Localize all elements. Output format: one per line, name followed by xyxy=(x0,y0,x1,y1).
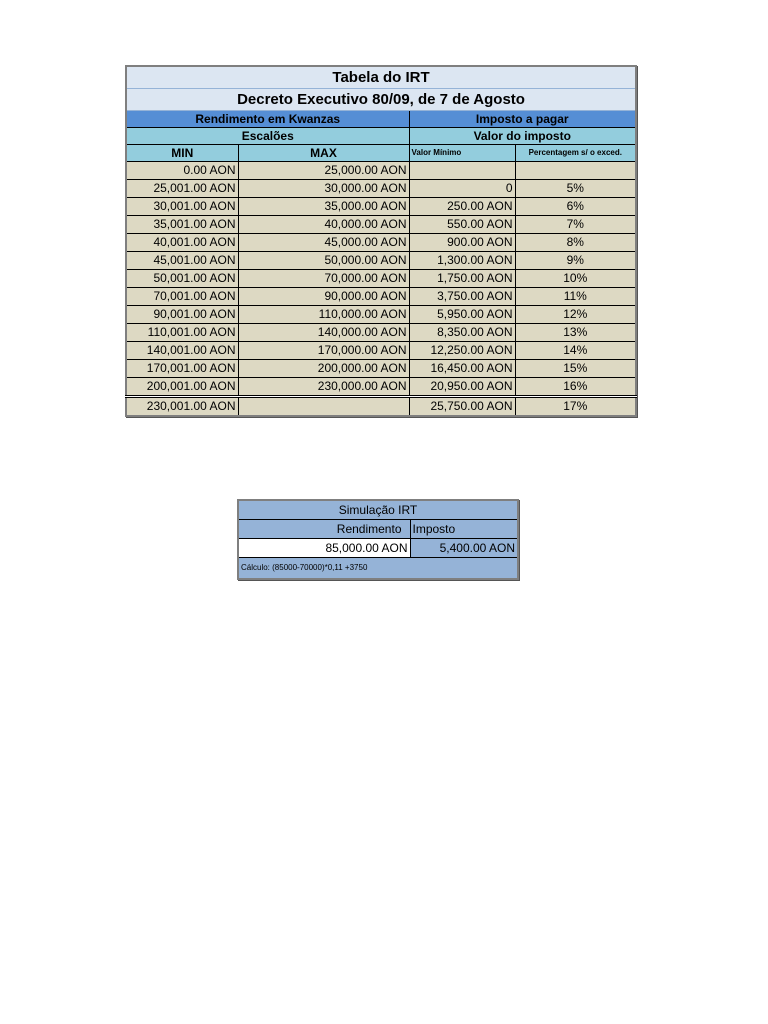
subheader-valor-imposto: Valor do imposto xyxy=(409,128,636,145)
table-subtitle: Decreto Executivo 80/09, de 7 de Agosto xyxy=(126,89,636,111)
cell-valor-minimo[interactable] xyxy=(409,162,515,180)
subheader-escaloes: Escalões xyxy=(126,128,409,145)
table-row xyxy=(126,162,636,180)
cell-max[interactable] xyxy=(238,397,409,417)
column-header-valor-minimo: Valor Mínimo xyxy=(409,145,515,162)
cell-min[interactable]: 170,001.00 AON xyxy=(126,360,238,378)
cell-max[interactable]: 35,000.00 AON xyxy=(238,198,409,216)
imposto-result-cell: 5,400.00 AON xyxy=(410,539,518,558)
cell-valor-minimo[interactable]: 550.00 AON xyxy=(409,216,515,234)
column-header-percentagem: Percentagem s/ o exced. xyxy=(515,145,636,162)
simulation-header-imposto: Imposto xyxy=(410,520,518,539)
cell-percentagem[interactable]: 17% xyxy=(515,397,636,417)
cell-valor-minimo[interactable]: 0 xyxy=(409,180,515,198)
cell-valor-minimo[interactable]: 12,250.00 AON xyxy=(409,342,515,360)
cell-percentagem[interactable]: 11% xyxy=(515,288,636,306)
table-row xyxy=(126,234,636,252)
cell-max[interactable]: 230,000.00 AON xyxy=(238,378,409,397)
cell-min[interactable]: 70,001.00 AON xyxy=(126,288,238,306)
cell-min[interactable]: 200,001.00 AON xyxy=(126,378,238,397)
simulation-header-rendimento: Rendimento xyxy=(238,520,410,539)
cell-min[interactable]: 90,001.00 AON xyxy=(126,306,238,324)
table-row xyxy=(126,378,636,397)
cell-percentagem[interactable]: 14% xyxy=(515,342,636,360)
table-title: Tabela do IRT xyxy=(126,66,636,89)
cell-percentagem[interactable]: 9% xyxy=(515,252,636,270)
table-row xyxy=(126,216,636,234)
cell-valor-minimo[interactable]: 20,950.00 AON xyxy=(409,378,515,397)
cell-min[interactable]: 35,001.00 AON xyxy=(126,216,238,234)
cell-min[interactable]: 50,001.00 AON xyxy=(126,270,238,288)
cell-valor-minimo[interactable]: 8,350.00 AON xyxy=(409,324,515,342)
simulation-box xyxy=(237,499,519,580)
column-header-max: MAX xyxy=(238,145,409,162)
cell-percentagem[interactable]: 16% xyxy=(515,378,636,397)
irt-table xyxy=(125,65,637,417)
cell-valor-minimo[interactable]: 3,750.00 AON xyxy=(409,288,515,306)
cell-max[interactable]: 110,000.00 AON xyxy=(238,306,409,324)
cell-percentagem[interactable]: 12% xyxy=(515,306,636,324)
cell-min[interactable]: 140,001.00 AON xyxy=(126,342,238,360)
column-header-min: MIN xyxy=(126,145,238,162)
cell-valor-minimo[interactable]: 25,750.00 AON xyxy=(409,397,515,417)
cell-max[interactable]: 90,000.00 AON xyxy=(238,288,409,306)
cell-valor-minimo[interactable]: 250.00 AON xyxy=(409,198,515,216)
cell-min[interactable]: 40,001.00 AON xyxy=(126,234,238,252)
cell-max[interactable]: 140,000.00 AON xyxy=(238,324,409,342)
cell-percentagem[interactable] xyxy=(515,162,636,180)
group-header-imposto: Imposto a pagar xyxy=(409,111,636,128)
table-row xyxy=(126,252,636,270)
cell-max[interactable]: 50,000.00 AON xyxy=(238,252,409,270)
cell-max[interactable]: 40,000.00 AON xyxy=(238,216,409,234)
cell-valor-minimo[interactable]: 16,450.00 AON xyxy=(409,360,515,378)
cell-max[interactable]: 25,000.00 AON xyxy=(238,162,409,180)
cell-percentagem[interactable]: 10% xyxy=(515,270,636,288)
cell-min[interactable]: 230,001.00 AON xyxy=(126,397,238,417)
cell-min[interactable]: 0.00 AON xyxy=(126,162,238,180)
calculation-formula: Cálculo: (85000-70000)*0,11 +3750 xyxy=(238,558,518,580)
cell-max[interactable]: 70,000.00 AON xyxy=(238,270,409,288)
group-header-rendimento: Rendimento em Kwanzas xyxy=(126,111,409,128)
cell-valor-minimo[interactable]: 5,950.00 AON xyxy=(409,306,515,324)
cell-valor-minimo[interactable]: 1,750.00 AON xyxy=(409,270,515,288)
cell-percentagem[interactable]: 7% xyxy=(515,216,636,234)
cell-percentagem[interactable]: 13% xyxy=(515,324,636,342)
rendimento-input-cell[interactable]: 85,000.00 AON xyxy=(238,539,410,558)
cell-percentagem[interactable]: 15% xyxy=(515,360,636,378)
cell-valor-minimo[interactable]: 900.00 AON xyxy=(409,234,515,252)
simulation-title: Simulação IRT xyxy=(238,500,518,520)
cell-percentagem[interactable]: 6% xyxy=(515,198,636,216)
table-row xyxy=(126,342,636,360)
table-row xyxy=(126,306,636,324)
table-row xyxy=(126,270,636,288)
cell-percentagem[interactable]: 5% xyxy=(515,180,636,198)
cell-max[interactable]: 45,000.00 AON xyxy=(238,234,409,252)
cell-min[interactable]: 45,001.00 AON xyxy=(126,252,238,270)
cell-min[interactable]: 25,001.00 AON xyxy=(126,180,238,198)
cell-max[interactable]: 170,000.00 AON xyxy=(238,342,409,360)
table-row xyxy=(126,198,636,216)
cell-min[interactable]: 110,001.00 AON xyxy=(126,324,238,342)
cell-percentagem[interactable]: 8% xyxy=(515,234,636,252)
table-row xyxy=(126,324,636,342)
table-row xyxy=(126,180,636,198)
table-row xyxy=(126,288,636,306)
cell-min[interactable]: 30,001.00 AON xyxy=(126,198,238,216)
table-row xyxy=(126,397,636,417)
table-row xyxy=(126,360,636,378)
cell-max[interactable]: 30,000.00 AON xyxy=(238,180,409,198)
cell-valor-minimo[interactable]: 1,300.00 AON xyxy=(409,252,515,270)
cell-max[interactable]: 200,000.00 AON xyxy=(238,360,409,378)
